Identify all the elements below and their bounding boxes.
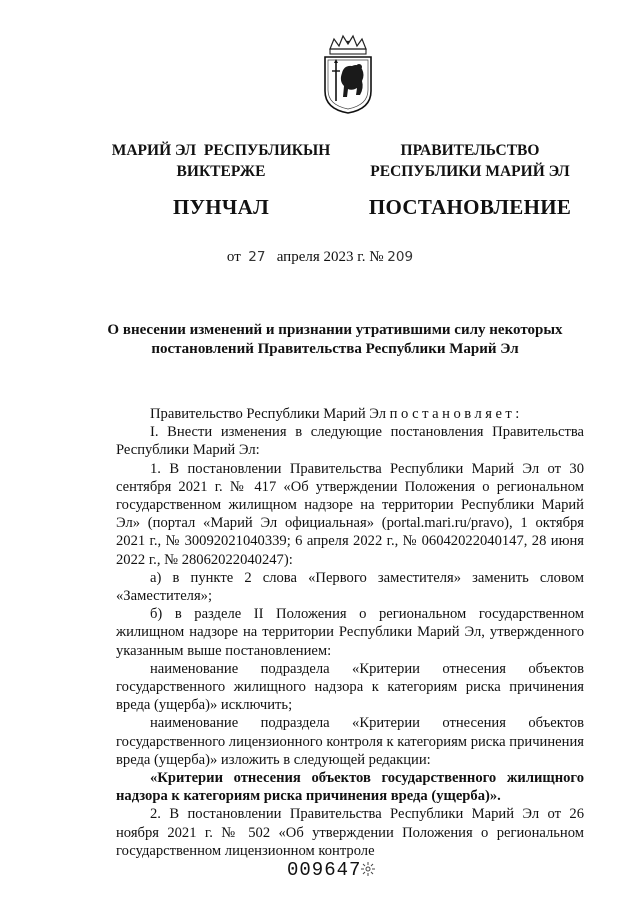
document-body (116, 405, 584, 860)
header-left-line1: МАРИЙ ЭЛ РЕСПУБЛИКЫН (111, 142, 331, 159)
title-line1: О внесении изменений и признании утратившими силу некоторых (107, 322, 563, 338)
header-left-line2: ВИКТЕРЖЕ (176, 163, 266, 180)
date-day: 27 (248, 249, 266, 265)
title-line2: постановлений Правительства Республики Марий Эл (151, 341, 519, 357)
intro-prefix: Правительство Республики Марий Эл (150, 406, 390, 422)
paragraph-item-1: 1. В постановлении Правительства Республики Марий Эл от 30 сентября 2021 г. № 417 «Об утверждении Положения о региональном государственном жилищном надзоре на территории Республики Марий Эл» (портал «Марий Эл официальная» (portal.mari.ru/pravo), 1 октября 2021 г., № 30092021040339; 6 апреля 2022 г., № 06042022040147, 28 июня 2022 г., № 28062022040247): (116, 460, 584, 568)
coat-of-arms-emblem (322, 33, 374, 115)
paragraph-item-2: 2. В постановлении Правительства Республики Марий Эл от 26 ноября 2021 г. № 502 «Об утверждении Положения о региональном государственном лицензионном контроле (116, 806, 584, 859)
header-right-line1: ПРАВИТЕЛЬСТВО (400, 142, 540, 159)
header-right (357, 140, 583, 220)
paragraph-subsection-rename: наименование подраздела «Критерии отнесения объектов государственного лицензионного контроля к категориям риска причинения вреда (ущерба)» изложить в следующей редакции: (116, 715, 584, 768)
header-left-doc-type: ПУНЧАЛ (172, 195, 270, 219)
date-line (0, 249, 640, 266)
document-title (100, 321, 570, 359)
header-left (104, 140, 338, 220)
header-right-doc-type: ПОСТАНОВЛЕНИЕ (368, 195, 572, 219)
header-right-line2: РЕСПУБЛИКИ МАРИЙ ЭЛ (370, 163, 570, 180)
date-prefix: от (226, 249, 241, 265)
intro-resolves: постановляет: (389, 406, 523, 422)
paragraph-new-wording: «Критерии отнесения объектов государственного жилищного надзора к категориям риска причинения вреда (ущерба)». (116, 770, 584, 805)
paragraph-subsection-exclude: наименование подраздела «Критерии отнесения объектов государственного жилищного надзора к категориям риска причинения вреда (ущерба)» исключить; (116, 660, 584, 714)
form-serial-number: 009647 (287, 859, 362, 881)
decree-number: 209 (387, 249, 414, 265)
paragraph-sub-b: б) в разделе II Положения о региональном государственном жилищном надзоре на территории Республики Марий Эл, утвержденного указанным выше постановлением: (116, 606, 584, 659)
paragraph-sub-a: а) в пункте 2 слова «Первого заместителя» заменить словом «Заместителя»; (116, 569, 584, 605)
date-month-year: апреля 2023 г. № (276, 249, 384, 265)
paragraph-section-1: I. Внести изменения в следующие постановления Правительства Республики Марий Эл: (116, 424, 584, 459)
ornament-star-icon (360, 861, 376, 877)
intro-paragraph (116, 405, 584, 423)
